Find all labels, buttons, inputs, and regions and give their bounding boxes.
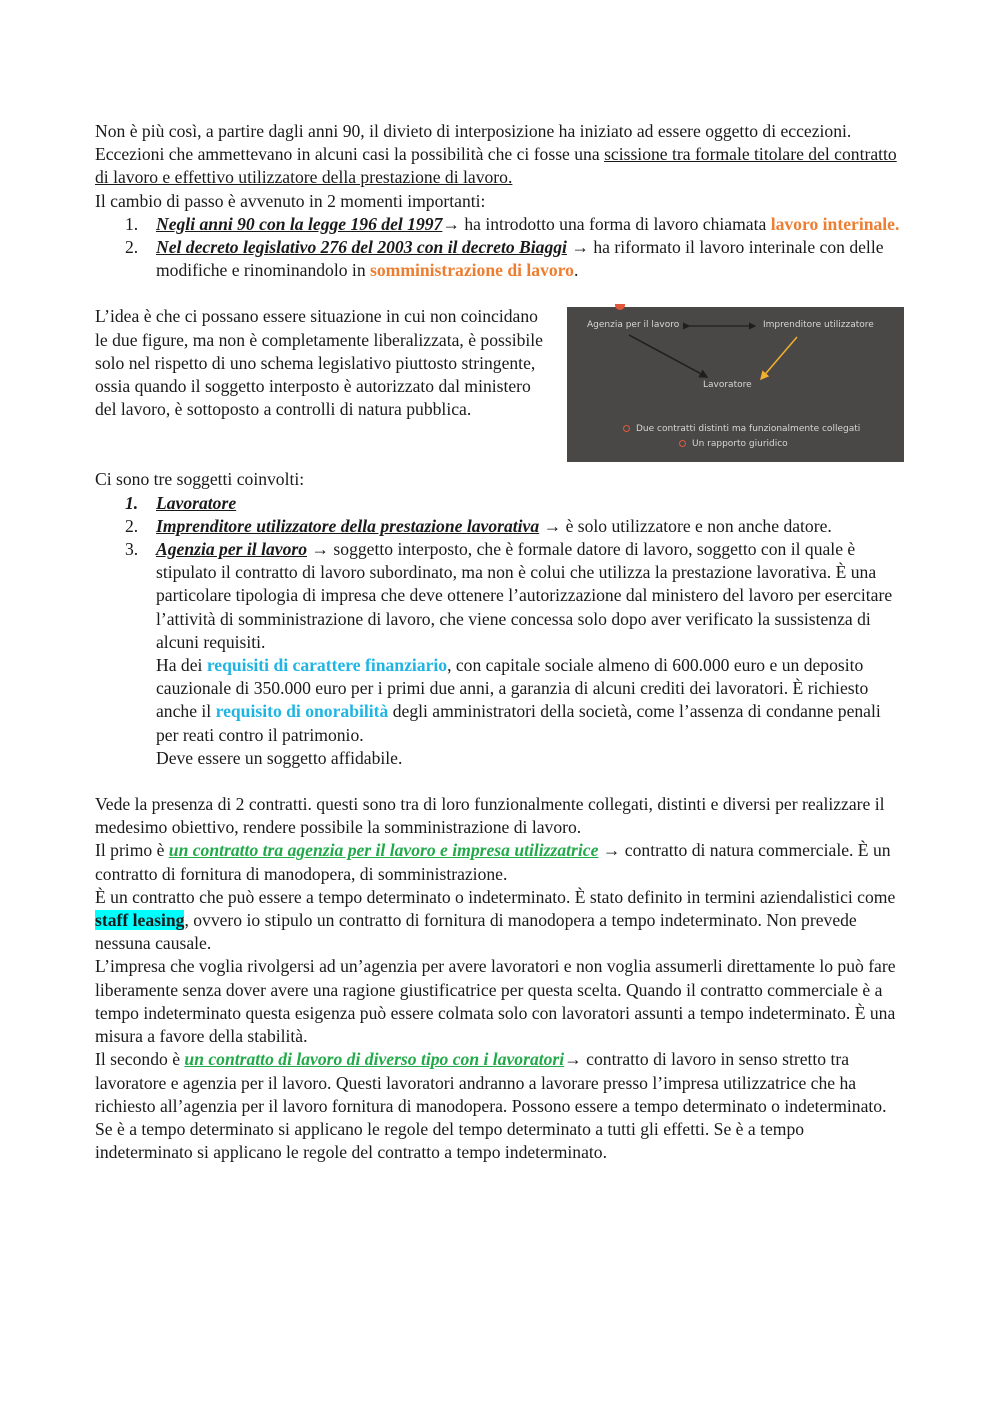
highlight-cyan: staff leasing — [95, 910, 185, 931]
paragraph-secondo — [95, 1048, 905, 1164]
highlight-blue: requisiti di carattere finanziario — [206, 655, 448, 676]
text: Ha dei — [156, 655, 207, 676]
paragraph-staff-leasing — [95, 886, 905, 956]
emphasis-text: Negli anni 90 con la legge 196 del 1997 — [156, 213, 443, 234]
list-item — [95, 515, 905, 538]
paragraph-intro — [95, 120, 905, 190]
text: . — [573, 260, 579, 281]
emphasis-text: Nel decreto legislativo 276 del 2003 con il decreto Biaggi — [156, 237, 567, 258]
text: → ha introdotto una forma di lavoro chiamata — [442, 213, 771, 234]
list-item — [95, 236, 905, 282]
text: → contratto di lavoro in senso stretto tra lavoratore e agenzia per il lavoro. Questi lavoratori andranno a lavorare presso l’impresa utilizzatrice che ha richiesto all’agenzia per il lavoro fornitura di manodopera. Possono essere a tempo determinato o indeterminato. Se è a tempo determinato si applicano le regole del tempo determinato a tutti gli effetti. Se è a tempo indeterminato si applicano le regole del contratto a tempo indeterminato. — [95, 1049, 887, 1163]
paragraph-soggetti: Ci sono tre soggetti coinvolti: — [95, 469, 305, 490]
text: Deve essere un soggetto affidabile. — [156, 747, 403, 768]
arrow-imprenditore-lavoratore — [761, 337, 797, 379]
paragraph-contratti: Vede la presenza di 2 contratti. questi sono tra di loro funzionalmente collegati, distinti e diversi per realizzare il medesimo obiettivo, rendere possibile la somministrazione di lavoro. — [95, 794, 885, 838]
text: Il secondo è — [95, 1049, 185, 1070]
slide-bullet-text: Due contratti distinti ma funzionalmente collegati — [636, 424, 861, 435]
list-item — [95, 213, 905, 236]
emphasis-text: Lavoratore — [156, 492, 237, 513]
text: → soggetto interposto, che è formale datore di lavoro, soggetto con il quale è stipulato il contratto di lavoro subordinato, ma non è colui che utilizza la prestazione lavorativa. È una particolare tipologia di impresa che deve ottenere l’autorizzazione dal ministero del lavoro per esercitare l’attività di somministrazione di lavoro, che viene concessa solo dopo aver verificato la sussistenza di alcuni requisiti. — [156, 539, 893, 652]
text: degli amministratori della società, come l’assenza di condanne penali per reati contro il patrimonio. — [156, 701, 881, 745]
slide-bullet-text: Un rapporto giuridico — [692, 439, 788, 450]
list-number: 2. — [125, 237, 139, 258]
emphasis-text: Agenzia per il lavoro — [156, 539, 308, 560]
list-soggetti — [95, 492, 905, 770]
highlight-orange: lavoro interinale. — [770, 213, 900, 234]
slide-label-imprenditore: Imprenditore utilizzatore — [763, 320, 874, 331]
list-number: 3. — [125, 539, 139, 560]
text: Il primo è — [95, 840, 169, 861]
text: , con capitale sociale almeno di 600.000 euro e un deposito cauzionale di 350.000 euro per i primi due anni, a garanzia di alcuni crediti dei lavoratori. È richiesto anche il — [156, 655, 869, 722]
text: → contratto di natura commerciale. È un contratto di fornitura di manodopera, di somministrazione. — [95, 840, 891, 884]
list-number: 1. — [125, 213, 139, 234]
slide-label-lavoratore: Lavoratore — [703, 380, 752, 391]
slide-label-agenzia: Agenzia per il lavoro — [587, 320, 680, 331]
list-moments — [95, 213, 905, 283]
text: Non è più così, a partire dagli anni 90, il divieto di interposizione ha iniziato ad essere oggetto di eccezioni. Eccezioni che ammettevano in alcuni casi la possibilità che ci fosse una — [95, 121, 852, 165]
paragraph-cambio: Il cambio di passo è avvenuto in 2 momenti importanti: — [95, 190, 486, 211]
list-item — [95, 492, 905, 515]
text: → ha riformato il lavoro interinale con delle modifiche e rinominandolo in — [156, 237, 884, 281]
paragraph-impresa: L’impresa che voglia rivolgersi ad un’agenzia per avere lavoratori e non voglia assumerli direttamente lo può fare liberamente senza dover avere una ragione giustificatrice per questa scelta. Quando il contratto commerciale è a tempo indeterminato questa esigenza può essere colmata solo con lavoratori assunti a tempo indeterminato. È una misura a favore della stabilità. — [95, 956, 896, 1047]
list-number: 1. — [125, 492, 139, 513]
text: , ovvero io stipulo un contratto di fornitura di manodopera a tempo indeterminato. Non prevede nessuna causale. — [95, 910, 857, 954]
emphasis-text: Imprenditore utilizzatore della prestazione lavorativa — [156, 515, 540, 536]
list-item — [95, 538, 905, 770]
highlight-green: un contratto tra agenzia per il lavoro e impresa utilizzatrice — [168, 840, 599, 861]
bullet-circle-icon — [623, 425, 630, 432]
highlight-green: un contratto di lavoro di diverso tipo con i lavoratori — [184, 1049, 565, 1070]
highlight-orange: somministrazione di lavoro — [370, 260, 574, 281]
slide-bullet — [679, 439, 788, 450]
document-page — [95, 120, 905, 1164]
bullet-circle-icon — [679, 440, 686, 447]
paragraph-idea: L’idea è che ci possano essere situazione in cui non coincidano le due figure, ma non è completamente liberalizzata, è possibile solo nel rispetto di uno schema legislativo piuttosto stringente, ossia quando il soggetto interposto è autorizzato dal ministero del lavoro, è sottoposto a controlli di natura pubblica. — [95, 306, 543, 420]
paragraph-primo — [95, 839, 905, 885]
underlined-text: scissione tra formale titolare del contratto di lavoro e effettivo utilizzatore della prestazione di lavoro. — [95, 144, 897, 188]
slide-image — [567, 307, 904, 462]
text: → è solo utilizzatore e non anche datore. — [539, 515, 832, 536]
highlight-blue: requisito di onorabilità — [215, 701, 389, 722]
figure-row — [95, 305, 905, 468]
arrow-agenzia-lavoratore — [629, 335, 707, 377]
list-number: 2. — [125, 515, 139, 536]
slide-bullet — [623, 424, 860, 435]
text: È un contratto che può essere a tempo determinato o indeterminato. È stato definito in termini aziendalistici come — [95, 886, 896, 907]
